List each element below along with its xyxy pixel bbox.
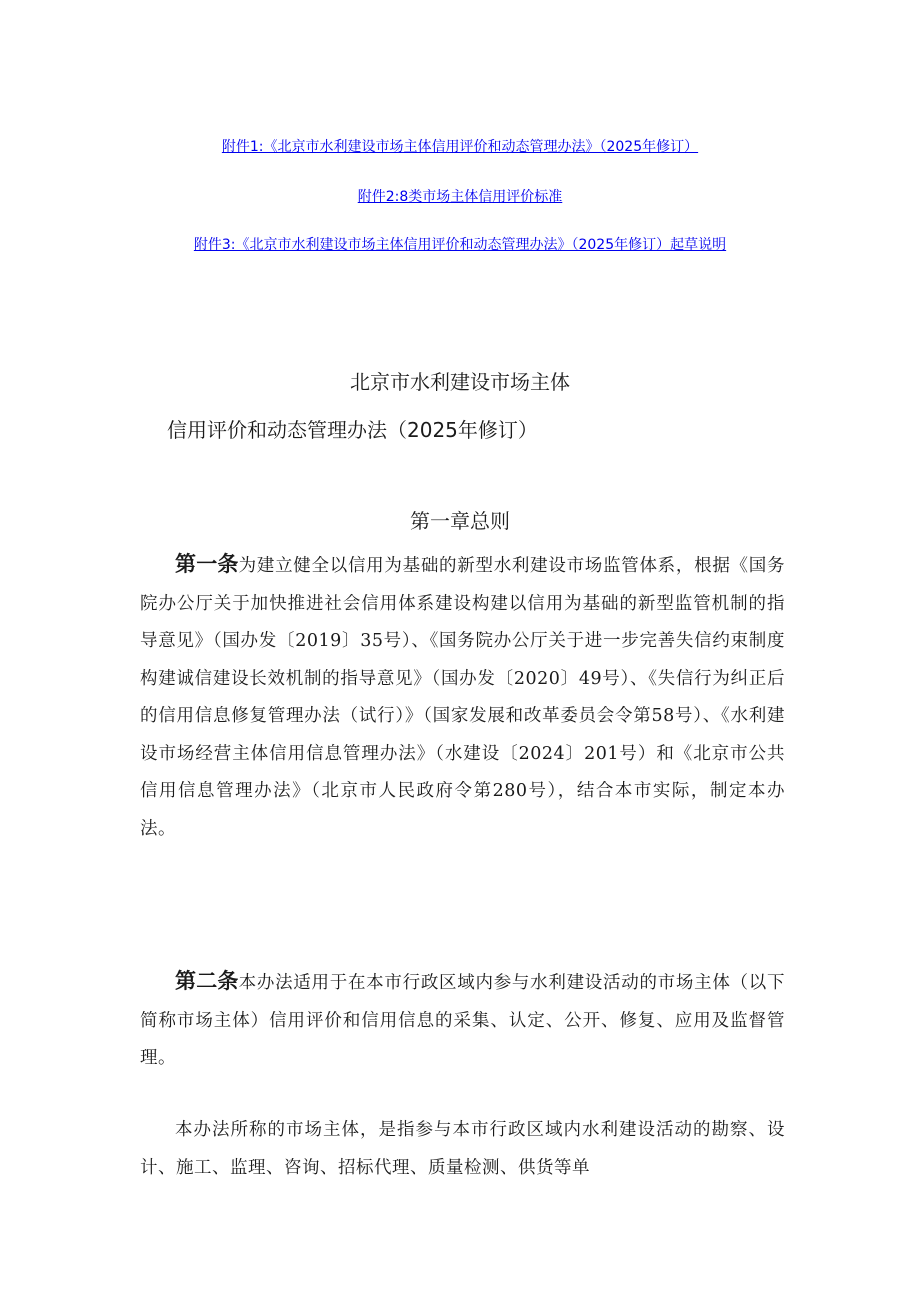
article-1-label: 第一条 (175, 552, 239, 576)
article-1 (140, 546, 785, 848)
chapter-heading: 第一章总则 (410, 509, 510, 533)
attachment-link-2[interactable]: 附件2:8类市场主体信用评价标准 (357, 189, 563, 205)
document-title-line-2: 信用评价和动态管理办法（2025年修订） (167, 418, 538, 442)
paragraph-market-subject-definition: 本办法所称的市场主体，是指参与本市行政区域内水利建设活动的勘察、设计、施工、监理、咨询、招标代理、质量检测、供货等单 (140, 1120, 785, 1178)
article-1-text: 为建立健全以信用为基础的新型水利建设市场监管体系，根据《国务院办公厅关于加快推进社会信用体系建设构建以信用为基础的新型监管机制的指导意见》（国办发〔2019〕35号）、《国务院办公厅关于进一步完善失信约束制度构建诚信建设长效机制的指导意见》（国办发〔2020〕49号）、《失信行为纠正后的信用信息修复管理办法（试行）》（国家发展和改革委员会令第58号）、《水利建设市场经营主体信用信息管理办法》（水建设〔2024〕201号）和《北京市公共信用信息管理办法》（北京市人民政府令第280号），结合本市实际，制定本办法。 (140, 556, 785, 839)
article-2-text: 本办法适用于在本市行政区域内参与水利建设活动的市场主体（以下简称市场主体）信用评价和信用信息的采集、认定、公开、修复、应用及监督管理。 (140, 973, 785, 1068)
document-title-line-1: 北京市水利建设市场主体 (350, 370, 570, 394)
article-2-label: 第二条 (175, 969, 239, 993)
article-2 (140, 963, 785, 1078)
attachment-link-1[interactable]: 附件1:《北京市水利建设市场主体信用评价和动态管理办法》（2025年修订） (221, 139, 699, 155)
attachment-link-3[interactable]: 附件3:《北京市水利建设市场主体信用评价和动态管理办法》（2025年修订）起草说明 (193, 237, 727, 253)
